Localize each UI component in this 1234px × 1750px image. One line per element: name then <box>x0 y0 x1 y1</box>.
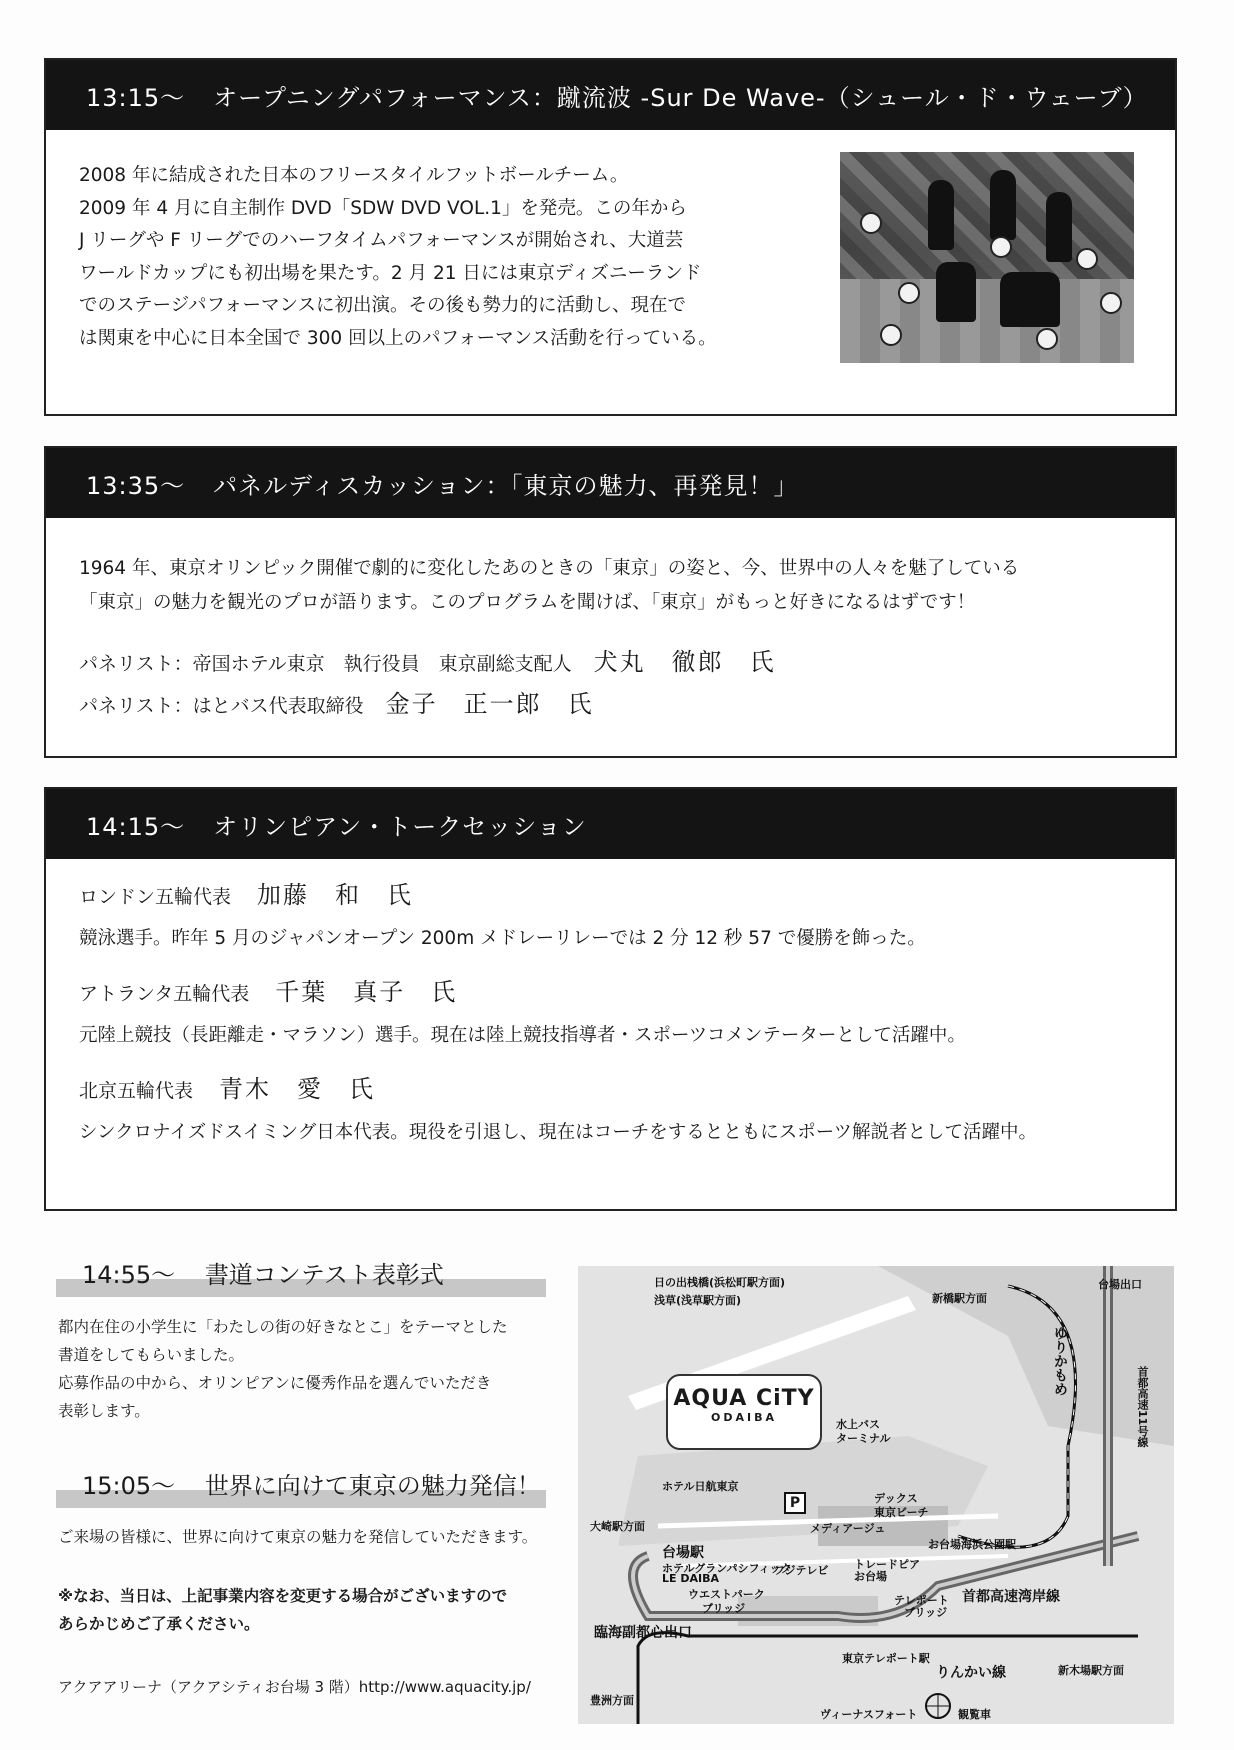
athlete-entry <box>79 972 1175 1047</box>
opening-line: J リーグや F リーグでのハーフタイムパフォーマンスが開始され、大道芸 <box>79 230 684 251</box>
notice-line: ※なお、当日は、上記事業内容を変更する場合がございますので <box>58 1587 508 1605</box>
olympian-title: オリンピアン・トークセッション <box>213 812 587 841</box>
map-label-hinode: 日の出桟橋(浜松町駅方面) <box>654 1276 786 1289</box>
map-label-decks-beach: 東京ビーチ <box>874 1506 929 1519</box>
map-label-yurikamome: ゆりかもめ <box>1052 1326 1068 1396</box>
notice <box>58 1582 507 1638</box>
map-label-hotel-nikko: ホテル日航東京 <box>662 1480 739 1493</box>
notice-line: あらかじめご了承ください。 <box>58 1615 260 1633</box>
map-label-shuto11: 首都高速11号線 <box>1136 1366 1149 1448</box>
athlete-desc: シンクロナイズドスイミング日本代表。現役を引退し、現在はコーチをするとともにスポーツ解説者として活躍中。 <box>79 1122 1038 1143</box>
opening-time: 13:15〜 <box>86 83 186 112</box>
footer-venue: アクアアリーナ（アクアシティお台場 3 階）http://www.aquacity.jp/ <box>58 1678 531 1696</box>
panel-description: 「東京」の魅力を観光のプロが語ります。このプログラムを聞けば、「東京」がもっと好きになるはずです！ <box>79 592 976 613</box>
map-label-westpark: ウエストパーク <box>688 1588 765 1601</box>
athlete-role: ロンドン五輪代表 <box>79 886 232 908</box>
map-label-rinkai-exit: 臨海副都心出口 <box>594 1625 692 1641</box>
global-header <box>56 1466 546 1510</box>
map-label-tradepia-odaiba: お台場 <box>854 1570 887 1583</box>
map-label-water-bus: 水上バス <box>836 1418 880 1431</box>
global-title: 世界に向けて東京の魅力発信！ <box>204 1472 541 1500</box>
panel-title: パネルディスカッション：「東京の魅力、再発見！」 <box>213 471 799 500</box>
map-label-osaki: 大崎駅方面 <box>590 1520 645 1533</box>
panel-header <box>46 448 1175 518</box>
opening-line: 2008 年に結成された日本のフリースタイルフットボールチーム。 <box>79 165 629 186</box>
athlete-role: アトランタ五輪代表 <box>79 983 250 1005</box>
athlete-desc: 元陸上競技（長距離走・マラソン）選手。現在は陸上競技指導者・スポーツコメンテーターとして活躍中。 <box>79 1025 966 1046</box>
global-time: 15:05〜 <box>82 1472 176 1500</box>
aqua-city-sub: ODAIBA <box>711 1411 777 1424</box>
athlete-entry <box>79 1069 1175 1144</box>
map-label-terminal: ターミナル <box>836 1432 891 1445</box>
panelist-row <box>79 642 1175 682</box>
calligraphy-title: 書道コンテスト表彰式 <box>204 1261 444 1289</box>
map-label-teleport-station: 東京テレポート駅 <box>842 1652 930 1665</box>
athlete-entry <box>79 875 1175 950</box>
map-label-bayshore: 首都高速湾岸線 <box>962 1589 1060 1605</box>
calligraphy-line: 表彰します。 <box>58 1402 150 1420</box>
parking-icon: P <box>784 1492 806 1514</box>
map-label-daiba-station: 台場駅 <box>662 1545 704 1561</box>
olympian-time: 14:15〜 <box>86 812 186 841</box>
opening-line: 2009 年 4 月に自主制作 DVD「SDW DVD VOL.1」を発売。この年から <box>79 197 687 219</box>
olympian-header <box>46 789 1175 859</box>
panelist-name: 犬丸 徹郎 氏 <box>593 648 776 676</box>
athlete-name: 青木 愛 氏 <box>219 1075 376 1103</box>
team-photo <box>840 152 1134 363</box>
map-label-teleport-bridge-2: ブリッジ <box>904 1606 948 1619</box>
calligraphy-header <box>56 1255 546 1299</box>
athlete-desc: 競泳選手。昨年 5 月のジャパンオープン 200m メドレーリレーでは 2 分 12 秒 57 で優勝を飾った。 <box>79 928 926 949</box>
athlete-name: 千葉 真子 氏 <box>275 978 458 1006</box>
map-label-shinkiba: 新木場駅方面 <box>1058 1664 1124 1677</box>
map-label-rinkai-line: りんかい線 <box>936 1665 1006 1681</box>
map-label-daiba-exit: 台場出口 <box>1098 1278 1142 1291</box>
panelist-name: 金子 正一郎 氏 <box>385 690 594 718</box>
panel-time: 13:35〜 <box>86 471 186 500</box>
aqua-city-logo: AQUA CiTY <box>673 1386 815 1411</box>
athlete-name: 加藤 和 氏 <box>257 881 414 909</box>
opening-line: は関東を中心に日本全国で 300 回以上のパフォーマンス活動を行っている。 <box>79 327 717 349</box>
calligraphy-line: 応募作品の中から、オリンピアンに優秀作品を選んでいただき <box>58 1374 492 1392</box>
calligraphy-line: 都内在住の小学生に「わたしの街の好きなとこ」をテーマとした <box>58 1318 508 1336</box>
opening-section <box>44 58 1177 416</box>
map-label-teleport-bridge: テレポート <box>894 1594 949 1607</box>
panel-description: 1964 年、東京オリンピック開催で劇的に変化したあのときの「東京」の姿と、今、世界中の人々を魅了している <box>79 558 1020 579</box>
map-label-grand-pacific: ホテルグランパシフィック <box>662 1562 792 1575</box>
map-label-venusfort: ヴィーナスフォート <box>820 1708 918 1721</box>
panelist-role: パネリスト：帝国ホテル東京 執行役員 東京副総支配人 <box>79 653 572 675</box>
panel-section <box>44 446 1177 758</box>
calligraphy-description <box>58 1313 508 1425</box>
map-label-decks: デックス <box>874 1492 918 1505</box>
opening-title: オープニングパフォーマンス：蹴流波 -Sur De Wave-（シュール・ド・ウェーブ） <box>213 83 1148 112</box>
opening-line: でのステージパフォーマンスに初出演。その後も勢力的に活動し、現在で <box>79 295 686 316</box>
map-label-ferris-wheel: 観覧車 <box>958 1708 991 1721</box>
access-map <box>578 1266 1174 1724</box>
map-label-toyosu: 豊洲方面 <box>590 1694 634 1707</box>
aqua-city-callout <box>666 1374 822 1450</box>
map-label-mediage: メディアージュ <box>810 1522 886 1535</box>
map-label-tradepia: トレードピア <box>854 1558 920 1571</box>
opening-line: ワールドカップにも初出場を果たす。2 月 21 日には東京ディズニーランド <box>79 262 702 284</box>
map-label-asakusa: 浅草(浅草駅方面) <box>654 1294 742 1307</box>
olympian-section <box>44 787 1177 1211</box>
global-description <box>58 1523 537 1551</box>
calligraphy-line: 書道をしてもらいました。 <box>58 1346 245 1364</box>
map-label-westpark-bridge: ブリッジ <box>702 1602 746 1615</box>
map-label-shinbashi: 新橋駅方面 <box>932 1292 987 1305</box>
opening-header <box>46 60 1175 130</box>
map-label-fujitv: フジテレビ <box>774 1564 829 1577</box>
panelist-role: パネリスト：はとバス代表取締役 <box>79 695 364 717</box>
map-label-le-daiba: LE DAIBA <box>662 1572 719 1585</box>
athlete-role: 北京五輪代表 <box>79 1080 194 1102</box>
global-line: ご来場の皆様に、世界に向けて東京の魅力を発信していただきます。 <box>58 1528 538 1546</box>
calligraphy-time: 14:55〜 <box>82 1261 176 1289</box>
map-label-seaside-station: お台場海浜公園駅 <box>928 1538 1016 1551</box>
panelist-row <box>79 684 1175 724</box>
